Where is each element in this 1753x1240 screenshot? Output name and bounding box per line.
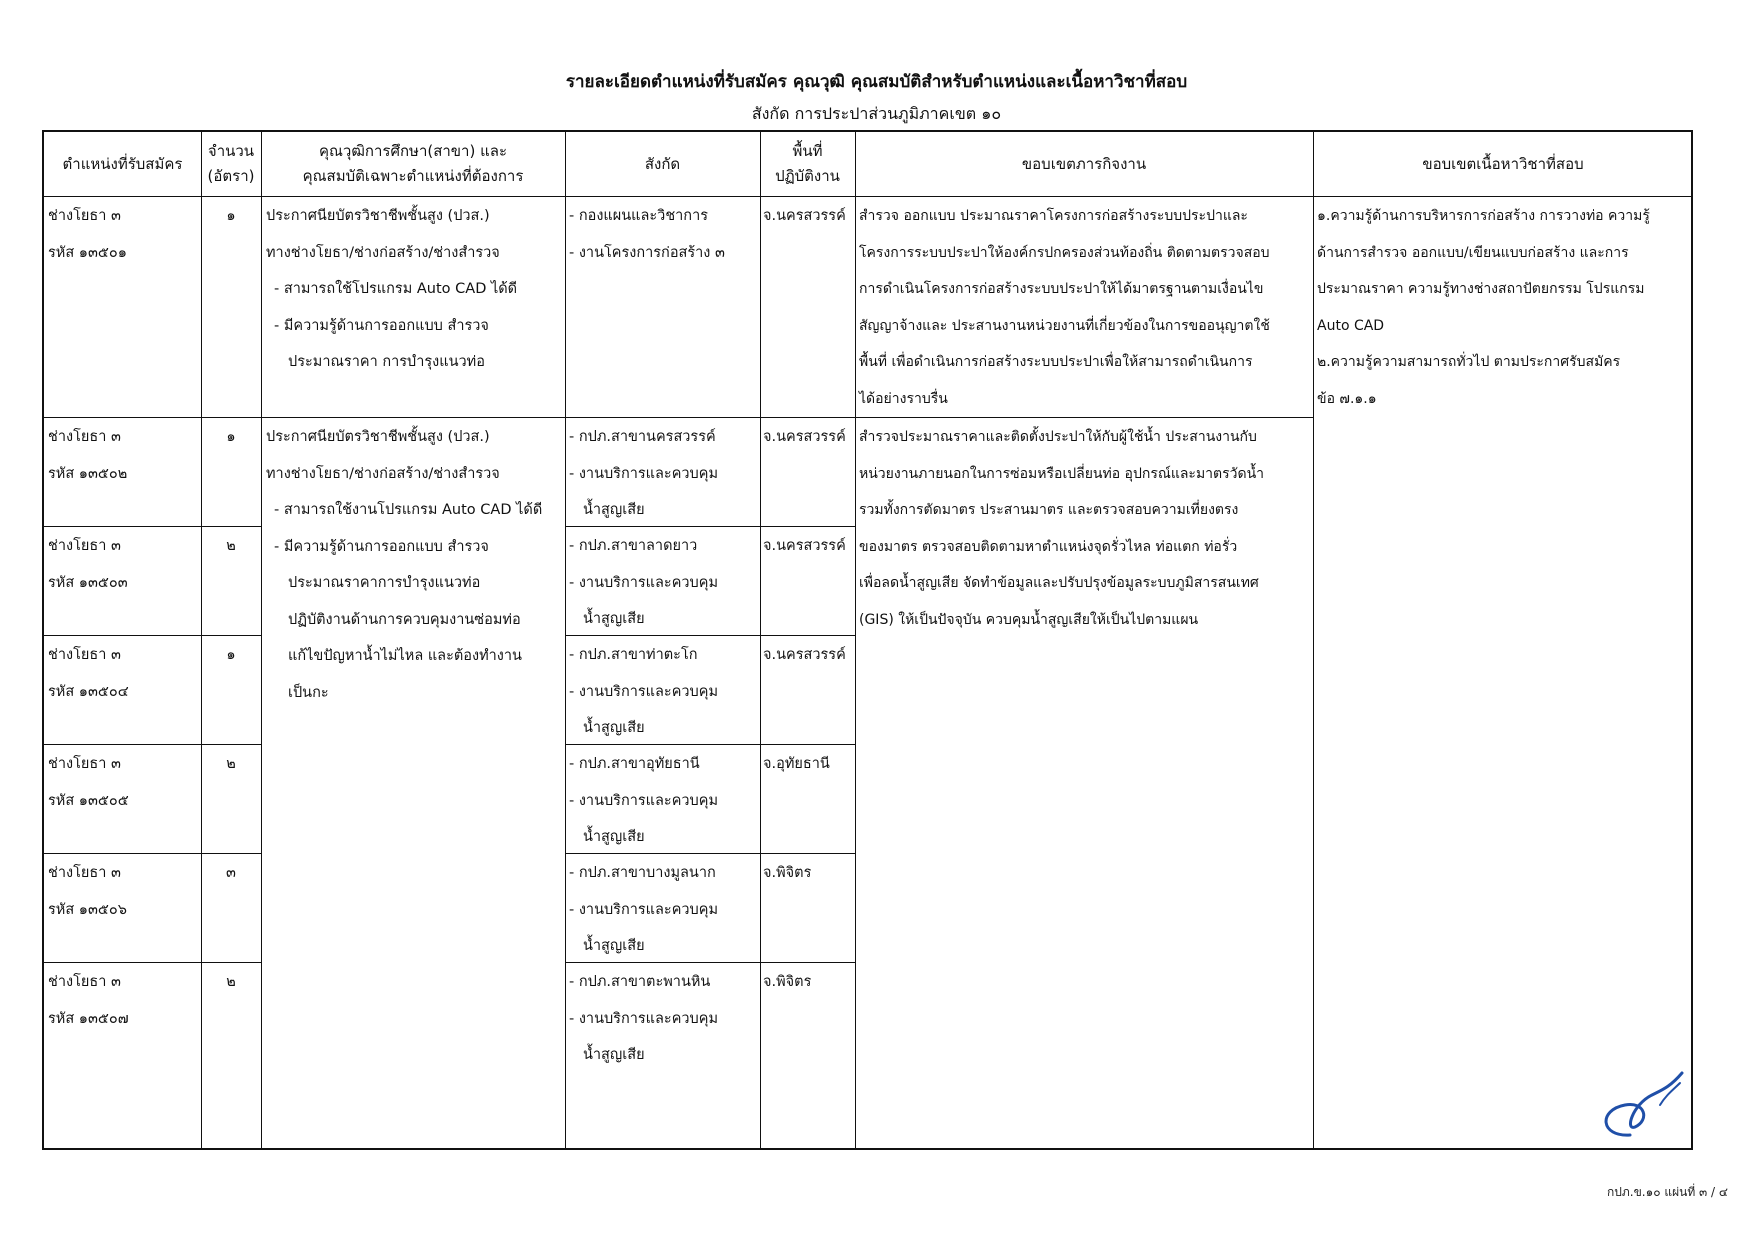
header-scope: ขอบเขตภารกิจงาน xyxy=(1021,154,1147,173)
position-cell: ช่างโยธา ๓ รหัส ๑๓๕๐๔ xyxy=(48,647,129,700)
document-title: รายละเอียดตำแหน่งที่รับสมัคร คุณวุฒิ คุณสมบัติสำหรับตำแหน่งและเนื้อหาวิชาที่สอบ xyxy=(565,72,1188,92)
count-cell: ๓ xyxy=(226,865,236,881)
scope-cell-rows2-7: สำรวจประมาณราคาและติดตั้งประปาให้กับผู้ใช้น้ำ ประสานงานกับ หน่วยงานภายนอกในการซ่อมหรือเปลี่ยนท่อ อุปกรณ์และมาตรวัดน้ำ รวมทั้งการตัดมาตร ประสานมาตร และตรวจสอบความเที่ยงตรง ของมาตร ตรวจสอบติดตามหาตำแหน่งจุดรั่วไหล ท่อแตก ท่อรั่ว เพื่อลดน้ำสูญเสีย จัดทำข้อมูลและปรับปรุงข้อมูลระบบภูมิสารสนเทศ (GIS) ให้เป็นปัจจุบัน ควบคุมน้ำสูญเสียให้เป็นไปตามแผน xyxy=(859,429,1265,628)
header-exam: ขอบเขตเนื้อหาวิชาที่สอบ xyxy=(1422,154,1584,173)
scope-cell-row1: สำรวจ ออกแบบ ประมาณราคาโครงการก่อสร้างระบบประปาและ โครงการระบบประปาให้องค์กรปกครองส่วนท้องถิ่น ติดตามตรวจสอบ การดำเนินโครงการก่อสร้างระบบประปาให้ได้มาตรฐานตามเงื่อนไข สัญญาจ้างและ ประสานงานหน่วยงานที่เกี่ยวข้องในการขออนุญาตใช้ พื้นที่ เพื่อดำเนินการก่อสร้างระบบประปาเพื่อให้สามารถดำเนินการ ได้อย่างราบรื่น xyxy=(859,208,1270,407)
column-divider xyxy=(1313,132,1314,1148)
document-subtitle: สังกัด การประปาส่วนภูมิภาคเขต ๑๐ xyxy=(751,104,1002,123)
position-cell: ช่างโยธา ๓ รหัส ๑๓๕๐๑ xyxy=(48,208,127,261)
column-divider xyxy=(855,132,856,1148)
column-divider xyxy=(565,132,566,1148)
header-position: ตำแหน่งที่รับสมัคร xyxy=(62,154,183,173)
position-cell: ช่างโยธา ๓ รหัส ๑๓๕๐๒ xyxy=(48,429,128,482)
count-cell: ๑ xyxy=(226,429,236,445)
area-cell: จ.นครสวรรค์ xyxy=(763,429,846,445)
page-footer: กปภ.ข.๑๐ แผ่นที่ ๓ / ๔ xyxy=(1606,1185,1728,1199)
column-divider xyxy=(760,132,761,1148)
exam-cell: ๑.ความรู้ด้านการบริหารการก่อสร้าง การวางท่อ ความรู้ ด้านการสำรวจ ออกแบบ/เขียนแบบก่อสร้าง และการ ประมาณราคา ความรู้ทางช่างสถาปัตยกรรม โปรแกรม Auto CAD ๒.ความรู้ความสามารถทั่วไป ตามประกาศรับสมัคร ข้อ ๗.๑.๑ xyxy=(1317,208,1650,407)
unit-cell: - กองแผนและวิชาการ - งานโครงการก่อสร้าง ๓ xyxy=(569,208,725,261)
unit-cell: - กปภ.สาขาอุทัยธานี - งานบริการและควบคุม น้ำสูญเสีย xyxy=(569,756,719,845)
positions-table xyxy=(42,130,1693,1150)
row-divider xyxy=(44,635,261,636)
position-cell: ช่างโยธา ๓ รหัส ๑๓๕๐๗ xyxy=(48,974,129,1027)
unit-cell: - กปภ.สาขาตะพานหิน - งานบริการและควบคุม น้ำสูญเสีย xyxy=(569,974,719,1063)
row-divider xyxy=(44,417,1313,418)
position-cell: ช่างโยธา ๓ รหัส ๑๓๕๐๖ xyxy=(48,865,127,918)
area-cell: จ.พิจิตร xyxy=(763,865,812,881)
area-cell: จ.พิจิตร xyxy=(763,974,812,990)
area-cell: จ.นครสวรรค์ xyxy=(763,208,846,224)
row-divider xyxy=(44,853,261,854)
header-qualification: คุณวุฒิการศึกษา(สาขา) และ คุณสมบัติเฉพาะตำแหน่งที่ต้องการ xyxy=(302,142,524,185)
row-divider xyxy=(44,526,261,527)
count-cell: ๒ xyxy=(226,974,236,990)
position-cell: ช่างโยธา ๓ รหัส ๑๓๕๐๕ xyxy=(48,756,129,809)
header-divider xyxy=(44,196,1693,197)
qualification-cell-rows2-7: ประกาศนียบัตรวิชาชีพชั้นสูง (ปวส.) ทางช่างโยธา/ช่างก่อสร้าง/ช่างสำรวจ - สามารถใช้งานโปรแกรม Auto CAD ได้ดี - มีความรู้ด้านการออกแบบ สำรวจ ประมาณราคาการบำรุงแนวท่อ ปฏิบัติงานด้านการควบคุมงานซ่อมท่อ แก้ไขปัญหาน้ำไม่ไหล และต้องทำงาน เป็นกะ xyxy=(266,429,543,701)
qualification-cell-row1: ประกาศนียบัตรวิชาชีพชั้นสูง (ปวส.) ทางช่างโยธา/ช่างก่อสร้าง/ช่างสำรวจ - สามารถใช้โปรแกรม Auto CAD ได้ดี - มีความรู้ด้านการออกแบบ สำรวจ ประมาณราคา การบำรุงแนวท่อ xyxy=(266,208,518,370)
area-cell: จ.นครสวรรค์ xyxy=(763,538,846,554)
header-count: จำนวน (อัตรา) xyxy=(207,142,255,185)
unit-cell: - กปภ.สาขาลาดยาว - งานบริการและควบคุม น้ำสูญเสีย xyxy=(569,538,719,627)
position-cell: ช่างโยธา ๓ รหัส ๑๓๕๐๓ xyxy=(48,538,128,591)
count-cell: ๒ xyxy=(226,538,236,554)
header-area: พื้นที่ ปฏิบัติงาน xyxy=(775,142,840,185)
area-cell: จ.นครสวรรค์ xyxy=(763,647,846,663)
column-divider xyxy=(261,132,262,1148)
header-unit: สังกัด xyxy=(644,154,681,173)
signature-mark xyxy=(1590,1065,1690,1145)
row-divider xyxy=(44,962,261,963)
count-cell: ๑ xyxy=(226,208,236,224)
unit-cell: - กปภ.สาขานครสวรรค์ - งานบริการและควบคุม น้ำสูญเสีย xyxy=(569,429,719,518)
row-divider xyxy=(44,744,261,745)
unit-cell: - กปภ.สาขาบางมูลนาก - งานบริการและควบคุม น้ำสูญเสีย xyxy=(569,865,719,954)
count-cell: ๑ xyxy=(226,647,236,663)
unit-cell: - กปภ.สาขาท่าตะโก - งานบริการและควบคุม น้ำสูญเสีย xyxy=(569,647,719,736)
area-cell: จ.อุทัยธานี xyxy=(763,756,830,772)
count-cell: ๒ xyxy=(226,756,236,772)
